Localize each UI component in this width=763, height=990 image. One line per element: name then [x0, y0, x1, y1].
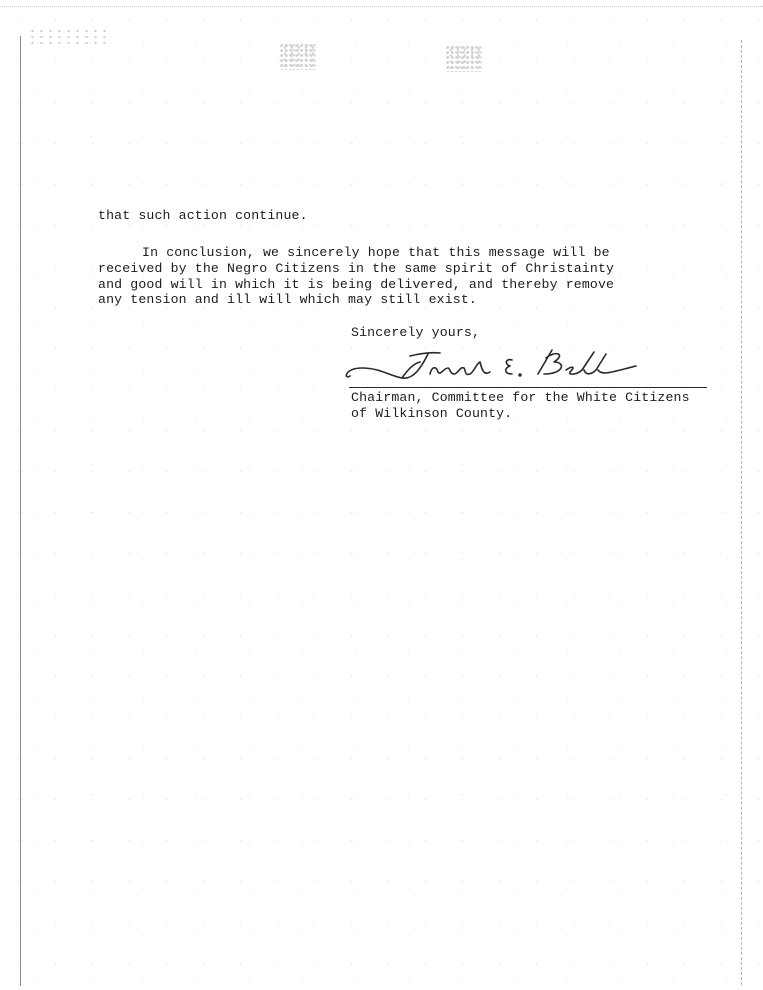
- body-line-2: In conclusion, we sincerely hope that this message will be: [142, 245, 610, 260]
- page-top-edge: [0, 6, 763, 7]
- body-line-5: any tension and ill will which may still exist.: [98, 292, 477, 307]
- closing-salutation: Sincerely yours,: [351, 325, 481, 340]
- signatory-title-line-2: of Wilkinson County.: [351, 406, 513, 421]
- page-right-edge: [741, 40, 742, 985]
- punch-hole-right: [446, 46, 482, 72]
- signatory-title-line-1: Chairman, Committee for the White Citizens: [351, 390, 690, 405]
- handwritten-signature: [340, 346, 640, 386]
- punch-hole-left: [280, 44, 316, 70]
- corner-speckle: [28, 28, 108, 48]
- body-line-4: and good will in which it is being delivered, and thereby remove: [98, 277, 615, 292]
- body-line-1: that such action continue.: [98, 208, 308, 223]
- signature-line: [349, 387, 707, 388]
- body-line-3: received by the Negro Citizens in the same spirit of Christainty: [98, 261, 615, 276]
- page-left-edge: [20, 36, 21, 986]
